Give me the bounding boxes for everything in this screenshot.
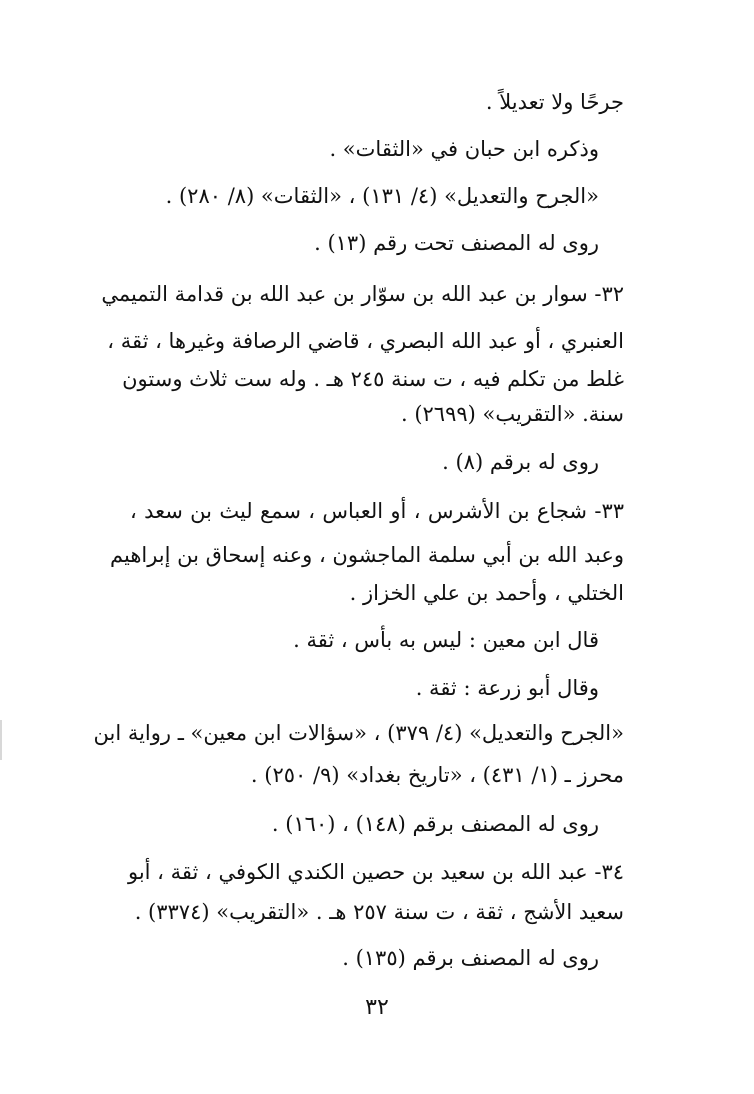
entry-34-line: سعيد الأشج ، ثقة ، ت سنة ٢٥٧ هـ . «التقريب» (٣٣٧٤) . — [134, 900, 624, 924]
quote-line: قال ابن معين : ليس به بأس ، ثقة . — [293, 628, 599, 652]
entry-33-line: ٣٣- شجاع بن الأشرس ، أو العباس ، سمع ليث بن سعد ، — [130, 499, 624, 523]
entry-33-line: وعبد الله بن أبي سلمة الماجشون ، وعنه إسحاق بن إبراهيم — [110, 543, 624, 567]
entry-34-line: ٣٤- عبد الله بن سعيد بن حصين الكندي الكوفي ، ثقة ، أبو — [127, 860, 624, 884]
entry-32-line: العنبري ، أو عبد الله البصري ، قاضي الرصافة وغيرها ، ثقة ، — [107, 329, 624, 353]
narration-line: روى له المصنف برقم (١٣٥) . — [342, 946, 599, 970]
entry-33-line: الختلي ، وأحمد بن علي الخزاز . — [349, 581, 624, 605]
narration-line: روى له المصنف تحت رقم (١٣) . — [314, 231, 599, 255]
page-edge-shadow — [0, 720, 2, 760]
entry-32-line: غلط من تكلم فيه ، ت سنة ٢٤٥ هـ . وله ست ثلاث وستون — [122, 367, 624, 391]
text-line: وذكره ابن حبان في «الثقات» . — [329, 137, 599, 161]
entry-32-line: ٣٢- سوار بن عبد الله بن سوّار بن عبد الله بن قدامة التميمي — [101, 282, 624, 306]
text-line: جرحًا ولا تعديلاً . — [485, 90, 624, 114]
narration-line: روى له برقم (٨) . — [442, 450, 599, 474]
narration-line: روى له المصنف برقم (١٤٨) ، (١٦٠) . — [271, 812, 599, 836]
entry-32-line: سنة. «التقريب» (٢٦٩٩) . — [400, 402, 624, 426]
reference-line: «الجرح والتعديل» (٤/ ١٣١) ، «الثقات» (٨/ ٢٨٠) . — [165, 184, 599, 208]
reference-line: محرز ـ (١/ ٤٣١) ، «تاريخ بغداد» (٩/ ٢٥٠) . — [250, 763, 624, 787]
quote-line: وقال أبو زرعة : ثقة . — [415, 676, 599, 700]
page-number: ٣٢ — [365, 995, 389, 1020]
reference-line: «الجرح والتعديل» (٤/ ٣٧٩) ، «سؤالات ابن معين» ـ رواية ابن — [93, 721, 624, 745]
